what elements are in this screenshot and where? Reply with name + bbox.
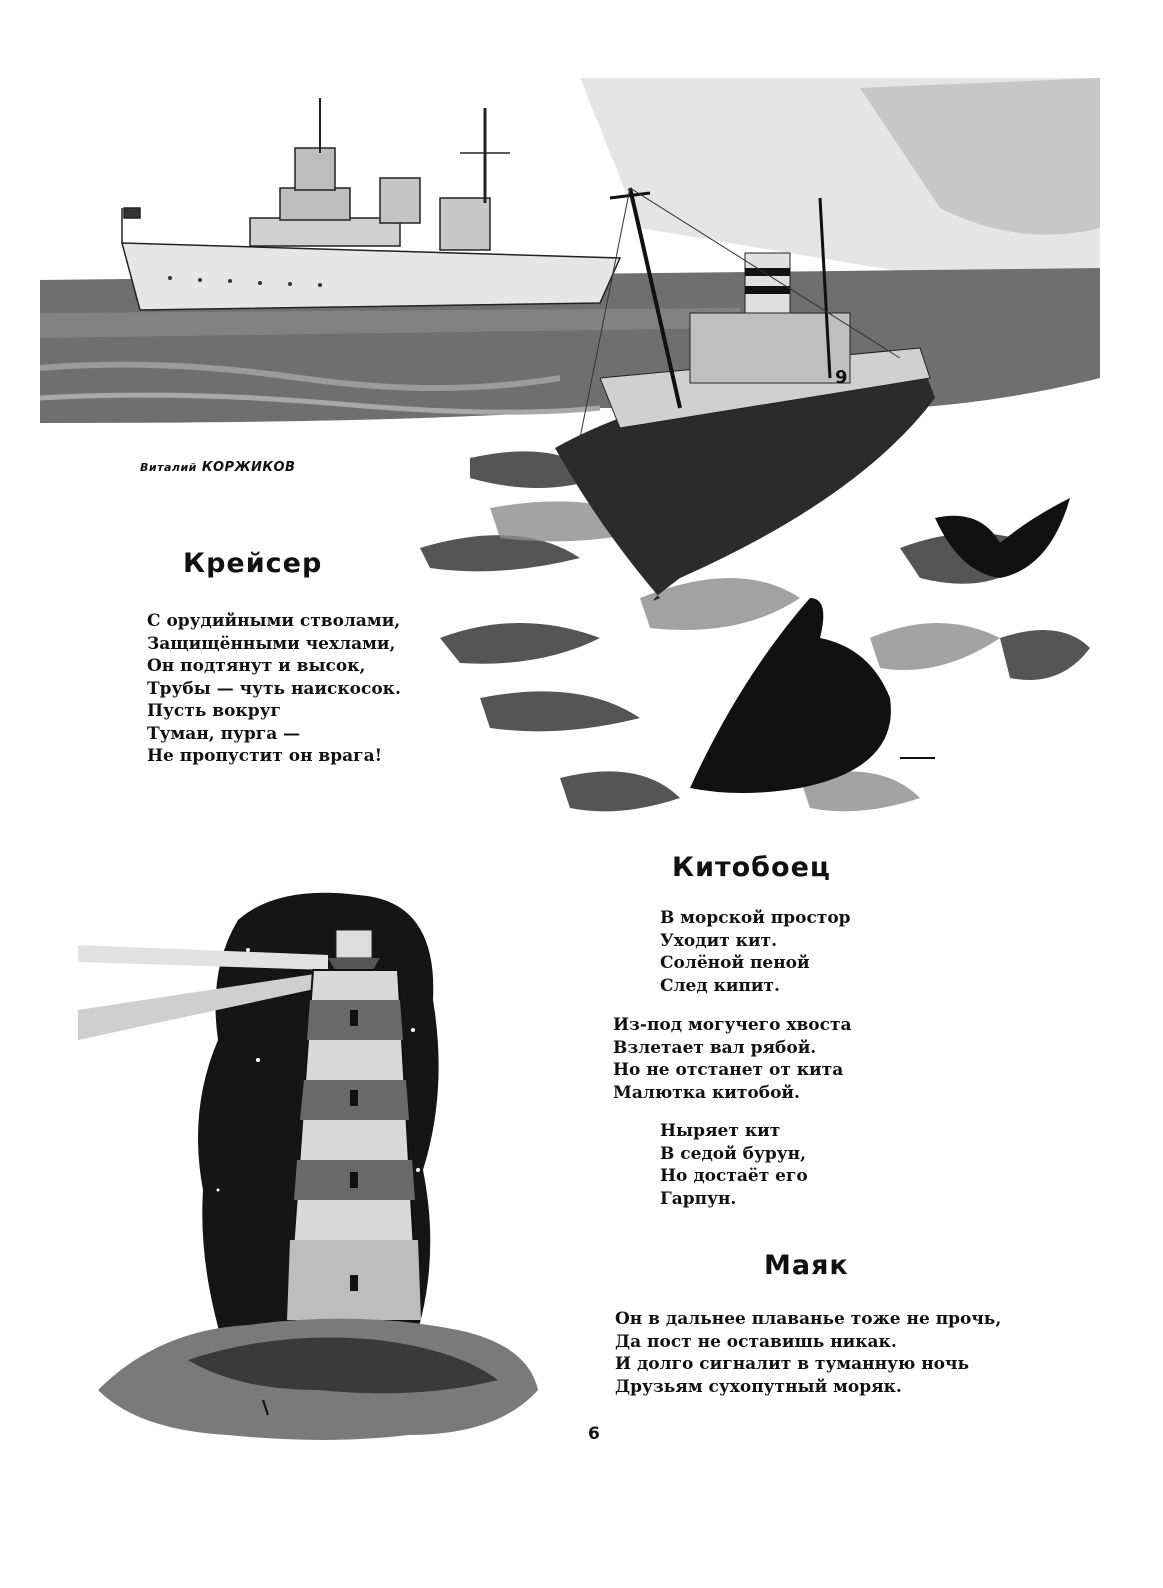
poem-line: Не пропустит он врага! <box>147 746 383 766</box>
poem-title-mayak: Маяк <box>764 1250 849 1281</box>
poem-line: С орудийными стволами, <box>147 611 401 631</box>
poem-line: Пусть вокруг <box>147 701 281 721</box>
poem-line: Ныряет кит <box>660 1121 781 1141</box>
poem-kreiser-stanza <box>147 610 401 768</box>
poem-line: Трубы — чуть наискосок. <box>147 678 401 699</box>
poem-line: Малютка китобой. <box>613 1082 800 1103</box>
poem-line: Но достаёт его <box>660 1166 808 1186</box>
author-byline <box>140 460 295 475</box>
lighthouse-illustration <box>78 890 548 1450</box>
poem-line: Но не отстанет от кита <box>613 1060 844 1080</box>
poem-line: Гарпун. <box>660 1188 737 1209</box>
page-number: 6 <box>588 1424 600 1444</box>
poem-line: След кипит. <box>660 975 780 996</box>
poem-line: Защищёнными чехлами, <box>147 633 396 654</box>
poem-line: Уходит кит. <box>660 930 777 951</box>
poem-kitoboets-stanza-2 <box>613 1014 852 1104</box>
poem-line: Он подтянут и высок, <box>147 656 366 676</box>
ship-number: 9 <box>835 367 848 388</box>
poem-line: Да пост не оставишь никак. <box>615 1331 897 1352</box>
poem-title-kreiser: Крейсер <box>183 548 323 579</box>
poem-line: В морской простор <box>660 908 851 928</box>
poem-kitoboets-stanza-3 <box>660 1120 808 1210</box>
poem-line: Солёной пеной <box>660 953 810 973</box>
author-first-name: Виталий <box>140 461 197 474</box>
poem-line: Взлетает вал рябой. <box>613 1037 817 1058</box>
poem-mayak-stanza <box>615 1308 1001 1398</box>
poem-line: И долго сигналит в туманную ночь <box>615 1354 970 1374</box>
poem-line: Он в дальнее плаванье тоже не прочь, <box>615 1309 1002 1329</box>
poem-title-kitoboets: Китобоец <box>672 852 831 883</box>
author-last-name: КОРЖИКОВ <box>201 460 296 475</box>
poem-line: Из-под могучего хвоста <box>613 1015 852 1035</box>
poem-line: Друзьям сухопутный моряк. <box>615 1376 902 1397</box>
poem-kitoboets-stanza-1 <box>660 907 851 997</box>
poem-line: Туман, пурга — <box>147 723 301 744</box>
poem-line: В седой бурун, <box>660 1143 807 1164</box>
